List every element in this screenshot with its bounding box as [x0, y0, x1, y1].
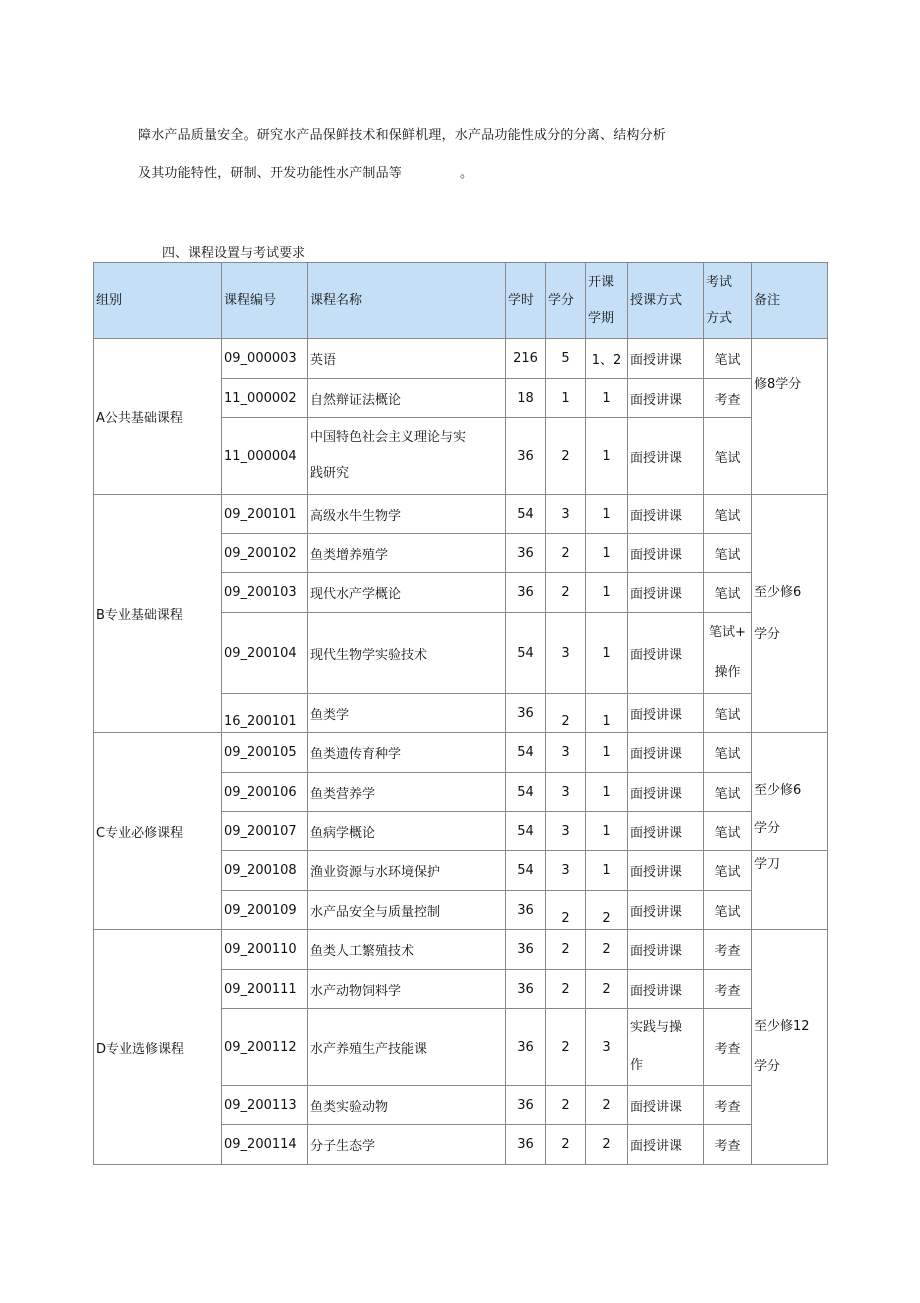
- course-hours: 18: [506, 379, 546, 418]
- course-credits: 3: [546, 812, 586, 851]
- course-exam: 笔试: [704, 573, 752, 613]
- course-hours: 36: [506, 1086, 546, 1125]
- course-mode: 面授讲课: [628, 573, 704, 613]
- course-credits: 2: [546, 891, 586, 930]
- header-note: 备注: [752, 263, 828, 339]
- course-term: 2: [586, 891, 628, 930]
- course-credits: 2: [546, 534, 586, 573]
- header-group: 组别: [94, 263, 222, 339]
- course-code: 09_200101: [222, 495, 308, 534]
- course-term: 2: [586, 930, 628, 970]
- course-term: 2: [586, 1125, 628, 1165]
- course-hours: 54: [506, 613, 546, 694]
- course-name: 英语: [308, 339, 506, 379]
- course-code: 09_200106: [222, 773, 308, 812]
- course-exam: 笔试: [704, 812, 752, 851]
- course-exam: 笔试+ 操作: [704, 613, 752, 694]
- table-row: [94, 733, 828, 773]
- course-hours: 54: [506, 812, 546, 851]
- header-exam: 考试 方式: [704, 263, 752, 339]
- course-name: 水产品安全与质量控制: [308, 891, 506, 930]
- course-code: 09_200111: [222, 970, 308, 1009]
- course-hours: 36: [506, 573, 546, 613]
- course-credits: 3: [546, 733, 586, 773]
- course-term: 1: [586, 694, 628, 733]
- course-mode: 面授讲课: [628, 418, 704, 495]
- course-name: 自然辩证法概论: [308, 379, 506, 418]
- course-mode: 面授讲课: [628, 1125, 704, 1165]
- course-name: 分子生态学: [308, 1125, 506, 1165]
- table-row: [94, 930, 828, 970]
- course-hours: 216: [506, 339, 546, 379]
- course-name: 鱼病学概论: [308, 812, 506, 851]
- course-code: 09_200102: [222, 534, 308, 573]
- course-name: 现代水产学概论: [308, 573, 506, 613]
- course-mode: 实践与操 作: [628, 1009, 704, 1086]
- group-a-name: A公共基础课程: [94, 339, 222, 495]
- course-exam: 笔试: [704, 418, 752, 495]
- course-hours: 36: [506, 891, 546, 930]
- course-credits: 2: [546, 1125, 586, 1165]
- course-term: 1: [586, 495, 628, 534]
- course-name: 鱼类遗传育种学: [308, 733, 506, 773]
- table-header-row: [94, 263, 828, 339]
- group-d-name: D专业选修课程: [94, 930, 222, 1165]
- course-name: 水产动物饲料学: [308, 970, 506, 1009]
- course-hours: 36: [506, 694, 546, 733]
- course-mode: 面授讲课: [628, 733, 704, 773]
- course-credits: 3: [546, 851, 586, 891]
- group-d-note: 至少修12 学分: [752, 930, 828, 1165]
- course-mode: 面授讲课: [628, 812, 704, 851]
- course-mode: 面授讲课: [628, 930, 704, 970]
- group-b-note: 至少修6 学分: [752, 495, 828, 733]
- group-c-note: 至少修6 学分: [752, 733, 828, 851]
- course-term: 2: [586, 970, 628, 1009]
- course-exam: 考查: [704, 1009, 752, 1086]
- course-name: 鱼类营养学: [308, 773, 506, 812]
- intro-line-2-period: 。: [460, 166, 474, 181]
- course-mode: 面授讲课: [628, 613, 704, 694]
- course-mode: 面授讲课: [628, 773, 704, 812]
- course-term: 3: [586, 1009, 628, 1086]
- course-hours: 36: [506, 930, 546, 970]
- course-code: 09_200110: [222, 930, 308, 970]
- course-hours: 54: [506, 773, 546, 812]
- group-b-name: B专业基础课程: [94, 495, 222, 733]
- course-credits: 2: [546, 930, 586, 970]
- course-code: 09_000003: [222, 339, 308, 379]
- course-code: 09_200112: [222, 1009, 308, 1086]
- course-credits: 5: [546, 339, 586, 379]
- course-term: 1、2: [586, 339, 628, 379]
- course-exam: 笔试: [704, 733, 752, 773]
- course-mode: 面授讲课: [628, 694, 704, 733]
- course-hours: 36: [506, 1125, 546, 1165]
- header-code: 课程编号: [222, 263, 308, 339]
- course-exam: 笔试: [704, 851, 752, 891]
- course-term: 1: [586, 812, 628, 851]
- course-exam: 笔试: [704, 694, 752, 733]
- course-mode: 面授讲课: [628, 1086, 704, 1125]
- course-hours: 36: [506, 1009, 546, 1086]
- course-mode: 面授讲课: [628, 534, 704, 573]
- course-hours: 36: [506, 418, 546, 495]
- course-term: 1: [586, 418, 628, 495]
- course-name: 鱼类增养殖学: [308, 534, 506, 573]
- table-row: [94, 339, 828, 379]
- header-mode: 授课方式: [628, 263, 704, 339]
- course-code: 09_200107: [222, 812, 308, 851]
- course-term: 1: [586, 573, 628, 613]
- group-c-name: C专业必修课程: [94, 733, 222, 930]
- course-credits: 2: [546, 1009, 586, 1086]
- course-code: 16_200101: [222, 694, 308, 733]
- course-term: 1: [586, 379, 628, 418]
- course-credits: 3: [546, 613, 586, 694]
- course-mode: 面授讲课: [628, 891, 704, 930]
- course-credits: 2: [546, 1086, 586, 1125]
- course-code: 09_200114: [222, 1125, 308, 1165]
- header-name: 课程名称: [308, 263, 506, 339]
- table-row: [94, 495, 828, 534]
- course-name: 现代生物学实验技术: [308, 613, 506, 694]
- intro-line-2-text: 及其功能特性，研制、开发功能性水产制品等: [138, 166, 403, 181]
- header-credits: 学分: [546, 263, 586, 339]
- course-name: 鱼类实验动物: [308, 1086, 506, 1125]
- course-code: 09_200109: [222, 891, 308, 930]
- course-exam: 考查: [704, 930, 752, 970]
- course-exam: 笔试: [704, 534, 752, 573]
- course-term: 1: [586, 773, 628, 812]
- course-term: 1: [586, 534, 628, 573]
- course-term: 1: [586, 733, 628, 773]
- header-hours: 学时: [506, 263, 546, 339]
- course-term: 1: [586, 851, 628, 891]
- header-term: 开课 学期: [586, 263, 628, 339]
- course-credits: 1: [546, 379, 586, 418]
- course-mode: 面授讲课: [628, 970, 704, 1009]
- course-exam: 笔试: [704, 891, 752, 930]
- course-exam: 笔试: [704, 495, 752, 534]
- course-name: 渔业资源与水环境保护: [308, 851, 506, 891]
- course-name: 鱼类人工繁殖技术: [308, 930, 506, 970]
- course-exam: 笔试: [704, 773, 752, 812]
- course-code: 11_000004: [222, 418, 308, 495]
- course-mode: 面授讲课: [628, 495, 704, 534]
- group-a-note: 修8学分: [752, 339, 828, 495]
- course-code: 09_200113: [222, 1086, 308, 1125]
- course-table: [93, 262, 828, 1165]
- course-exam: 考查: [704, 379, 752, 418]
- course-code: 09_200105: [222, 733, 308, 773]
- course-term: 1: [586, 613, 628, 694]
- course-code: 09_200108: [222, 851, 308, 891]
- course-hours: 54: [506, 851, 546, 891]
- course-hours: 36: [506, 534, 546, 573]
- course-mode: 面授讲课: [628, 851, 704, 891]
- course-credits: 2: [546, 694, 586, 733]
- course-credits: 2: [546, 970, 586, 1009]
- course-exam: 考查: [704, 970, 752, 1009]
- course-exam: 笔试: [704, 339, 752, 379]
- group-c-note-extra: 学刀: [752, 851, 828, 930]
- course-hours: 36: [506, 970, 546, 1009]
- course-exam: 考查: [704, 1125, 752, 1165]
- course-name: 水产养殖生产技能课: [308, 1009, 506, 1086]
- course-exam: 考查: [704, 1086, 752, 1125]
- course-code: 11_000002: [222, 379, 308, 418]
- course-name: 高级水牛生物学: [308, 495, 506, 534]
- course-code: 09_200104: [222, 613, 308, 694]
- course-term: 2: [586, 1086, 628, 1125]
- course-mode: 面授讲课: [628, 339, 704, 379]
- course-name: 鱼类学: [308, 694, 506, 733]
- section-title: 四、课程设置与考试要求: [162, 246, 306, 261]
- course-code: 09_200103: [222, 573, 308, 613]
- course-hours: 54: [506, 733, 546, 773]
- course-name: 中国特色社会主义理论与实 践研究: [308, 418, 506, 495]
- course-mode: 面授讲课: [628, 379, 704, 418]
- course-credits: 3: [546, 773, 586, 812]
- course-credits: 2: [546, 573, 586, 613]
- intro-paragraph-line-1: 障水产品质量安全。研究水产品保鲜技术和保鲜机理，水产品功能性成分的分离、结构分析: [138, 128, 667, 143]
- intro-paragraph-line-2: [138, 162, 473, 181]
- course-hours: 54: [506, 495, 546, 534]
- course-credits: 3: [546, 495, 586, 534]
- course-credits: 2: [546, 418, 586, 495]
